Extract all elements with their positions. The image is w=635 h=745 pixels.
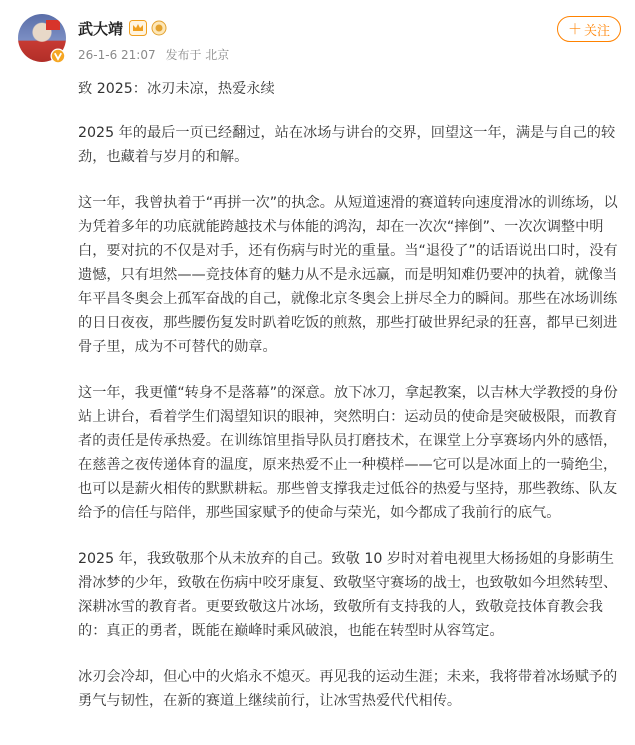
post-time[interactable]: 26-1-6 21:07 xyxy=(78,48,156,62)
plus-icon: ＋ xyxy=(567,22,582,38)
author-name[interactable]: 武大靖 xyxy=(78,20,124,38)
post-source: 发布于 北京 xyxy=(165,48,230,62)
follow-button[interactable] xyxy=(557,16,621,42)
post-content xyxy=(78,77,620,735)
post-paragraph: 这一年，我曾执着于“再拼一次”的执念。从短道速滑的赛道转向速度滑冰的训练场，以为凭着多年的功底就能跨越技术与体能的鸿沟，却在一次次“摔倒”、一次次调整中明白，要对抗的不仅是对手，还有伤病与时光的重量。当“退役了”的话语说出口时，没有遗憾，只有坦然——竞技体育的魅力从不是永远赢，而是明知难仍要冲的执着，就像当年平昌冬奥会上孤军奋战的自己，就像北京冬奥会上拼尽全力的瞬间。那些在冰场训练的日日夜夜，那些腰伤复发时趴着吃饭的煎熬，那些打破世界纪录的狂喜，都早已刻进骨子里，成为不可替代的勋章。 xyxy=(78,195,618,355)
post-paragraph: 这一年，我更懂“转身不是落幕”的深意。放下冰刀，拿起教案，以吉林大学教授的身份站上讲台，看着学生们渴望知识的眼神，突然明白：运动员的使命是突破极限，而教育者的责任是传承热爱。在训练馆里指导队员打磨技术，在课堂上分享赛场内外的感悟，在慈善之夜传递体育的温度，原来热爱不止一种模样——它可以是冰面上的一骑绝尘，也可以是薪火相传的默默耕耘。那些曾支撑我走过低谷的热爱与坚持，那些教练、队友给予的信任与陪伴，那些国家赋予的使命与荣光，如今都成了我前行的底气。 xyxy=(78,385,618,521)
post-meta xyxy=(78,46,235,63)
post-title: 致 2025：冰刃未凉，热爱永续 xyxy=(78,81,275,97)
post-paragraph: 2025 年的最后一页已经翻过，站在冰场与讲台的交界，回望这一年，满是与自己的较劲，也藏着与岁月的和解。 xyxy=(78,125,616,165)
member-crown-icon[interactable] xyxy=(129,20,147,36)
flag-icon xyxy=(46,20,60,30)
vip-badge-icon[interactable] xyxy=(150,20,168,36)
post-header xyxy=(0,0,635,70)
post-paragraph: 冰刃会冷却，但心中的火焰永不熄灭。再见我的运动生涯；未来，我将带着冰场赋予的勇气与韧性，在新的赛道上继续前行，让冰雪热爱代代相传。 xyxy=(78,669,618,709)
verified-badge-icon xyxy=(50,48,66,68)
follow-label: 关注 xyxy=(583,23,610,39)
post-paragraph: 2025 年，我致敬那个从未放弃的自己。致敬 10 岁时对着电视里大杨扬姐的身影萌生滑冰梦的少年，致敬在伤病中咬牙康复、致敬坚守赛场的战士，也致敬如今坦然转型、深耕冰雪的教育者。更要致敬这片冰场，致敬所有支持我的人，致敬竞技体育教会我的：真正的勇者，既能在巅峰时乘风破浪，也能在转型时从容笃定。 xyxy=(78,551,618,639)
